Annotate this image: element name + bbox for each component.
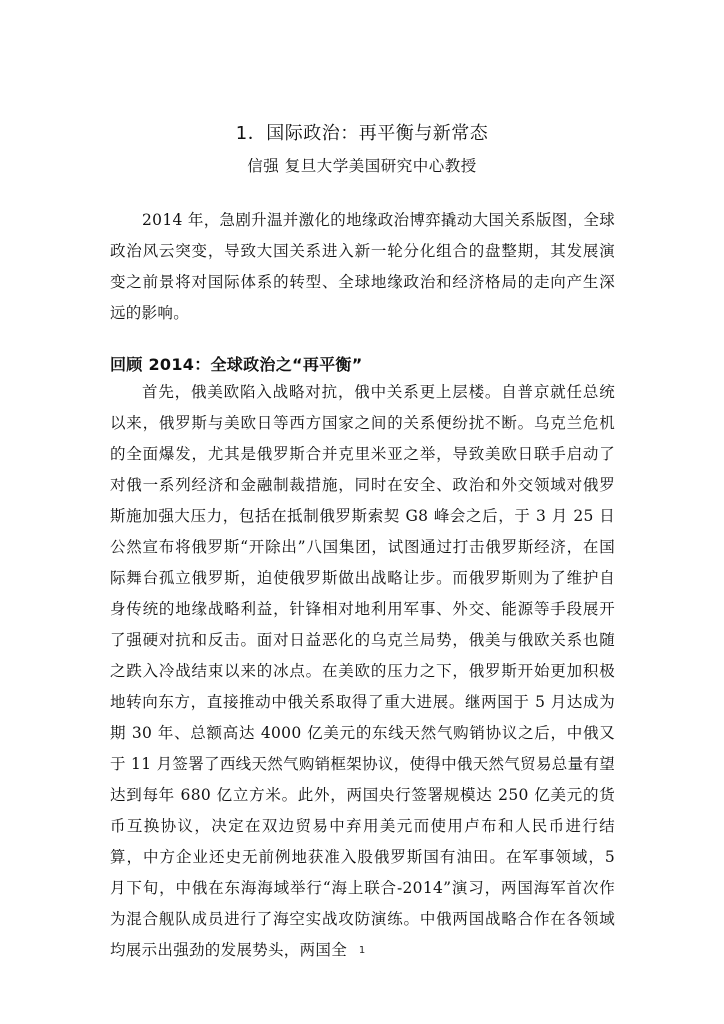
body-paragraph: 首先，俄美欧陷入战略对抗，俄中关系更上层楼。自普京就任总统以来，俄罗斯与美欧日等西方国家之间的关系便纷扰不断。乌克兰危机的全面爆发，尤其是俄罗斯合并克里米亚之举，导致美欧日联手启动了对俄一系列经济和金融制裁措施，同时在安全、政治和外交领域对俄罗斯施加强大压力，包括在抵制俄罗斯索契 G8 峰会之后，于 3 月 25 日公然宣布将俄罗斯“开除出”八国集团，试图通过打击俄罗斯经济，在国际舞台孤立俄罗斯，迫使俄罗斯做出战略让步。而俄罗斯则为了维护自身传统的地缘战略利益，针锋相对地利用军事、外交、能源等手段展开了强硬对抗和反击。面对日益恶化的乌克兰局势，俄美与俄欧关系也随之跌入冷战结束以来的冰点。在美欧的压力之下，俄罗斯开始更加积极地转向东方，直接推动中俄关系取得了重大进展。继两国于 5 月达成为期 30 年、总额高达 4000 亿美元的东线天然气购销协议之后，中俄又于 11 月签署了西线天然气购销框架协议，使得中俄天然气贸易总量有望达到每年 680 亿立方米。此外，两国央行签署规模达 250 亿美元的货币互换协议，决定在双边贸易中弃用美元而使用卢布和人民币进行结算，中方企业还史无前例地获准入股俄罗斯国有油田。在军事领域，5 月下旬，中俄在东海海域举行“海上联合-2014”演习，两国海军首次作为混合舰队成员进行了海空实战攻防演练。中俄两国战略合作在各领域均展示出强劲的发展势头，两国全 xyxy=(110,383,615,959)
page-number: 1 xyxy=(358,945,366,956)
document-title: 1．国际政治：再平衡与新常态 xyxy=(235,123,489,144)
author-line: 信强 复旦大学美国研究中心教授 xyxy=(247,157,477,175)
section-heading: 回顾 2014：全球政治之“再平衡” xyxy=(110,355,363,374)
intro-paragraph: 2014 年，急剧升温并激化的地缘政治博弈撬动大国关系版图，全球政治风云突变，导致大国关系进入新一轮分化组合的盘整期，其发展演变之前景将对国际体系的转型、全球地缘政治和经济格局的走向产生深远的影响。 xyxy=(110,211,615,322)
